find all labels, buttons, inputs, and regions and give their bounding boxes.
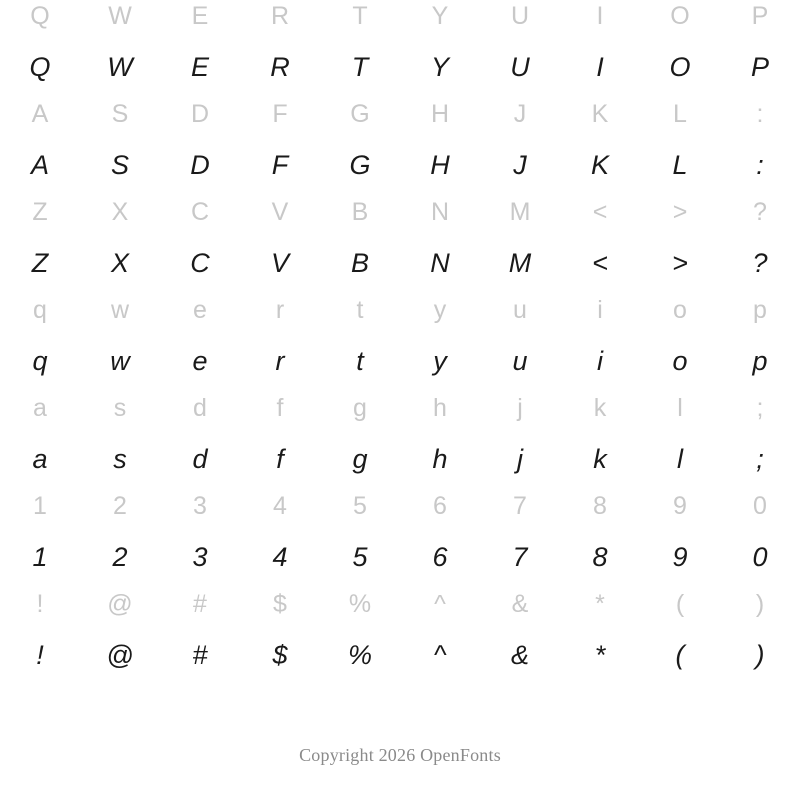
glyph-sample-cell: t (356, 346, 364, 376)
glyph-label-cell: i (597, 296, 603, 324)
glyph-label-cell: % (348, 590, 372, 618)
glyph-label-cell: s (113, 394, 127, 422)
glyph-label-row (0, 200, 800, 250)
glyph-label-cell: G (350, 100, 370, 128)
glyph-label-row (0, 494, 800, 544)
glyph-sample-cell: S (110, 150, 129, 180)
glyph-sample-cell: g (352, 444, 368, 474)
glyph-sample-cell: y (433, 346, 447, 376)
glyph-sample-cell: ! (36, 640, 44, 670)
glyph-label-cell: V (271, 198, 289, 226)
glyph-label-cell: Z (32, 198, 48, 226)
glyph-label-cell: a (33, 394, 47, 422)
glyph-sample-cell: o (672, 346, 688, 376)
glyph-label-cell: I (596, 2, 604, 30)
glyph-label-cell: J (513, 100, 527, 128)
glyph-label-cell: Q (30, 2, 50, 30)
glyph-label-cell: & (511, 590, 529, 618)
glyph-label-cell: D (190, 100, 210, 128)
glyph-label-row (0, 102, 800, 152)
glyph-label-cell: ! (36, 590, 44, 618)
glyph-label-cell: B (351, 198, 369, 226)
glyph-sample-cell: j (517, 444, 523, 474)
glyph-sample-cell: d (192, 444, 208, 474)
glyph-sample-cell: & (510, 640, 529, 670)
glyph-sample-cell: e (192, 346, 208, 376)
glyph-label-cell: ; (756, 394, 764, 422)
glyph-label-cell: 3 (193, 492, 207, 520)
glyph-label-cell: ( (675, 590, 685, 618)
glyph-sample-cell: R (270, 52, 290, 82)
glyph-sample-cell: I (596, 52, 604, 82)
glyph-sample-cell: w (110, 346, 130, 376)
glyph-label-cell: 7 (513, 492, 527, 520)
glyph-sample-cell: W (107, 52, 133, 82)
glyph-label-cell: g (353, 394, 367, 422)
glyph-sample-cell: 0 (752, 542, 768, 572)
glyph-sample-row (0, 152, 800, 200)
glyph-label-cell: k (593, 394, 607, 422)
glyph-label-cell: ) (755, 590, 765, 618)
glyph-label-cell: t (356, 296, 364, 324)
glyph-label-cell: > (672, 198, 688, 226)
glyph-label-cell: K (591, 100, 609, 128)
glyph-label-cell: o (673, 296, 687, 324)
glyph-sample-cell: A (30, 150, 49, 180)
glyph-label-cell: w (110, 296, 130, 324)
glyph-sample-cell: i (597, 346, 603, 376)
glyph-label-row (0, 396, 800, 446)
glyph-label-cell: M (509, 198, 531, 226)
glyph-sample-cell: P (750, 52, 769, 82)
glyph-label-row (0, 4, 800, 54)
glyph-sample-row (0, 250, 800, 298)
glyph-label-cell: 4 (273, 492, 287, 520)
glyph-sample-cell: L (672, 150, 688, 180)
glyph-label-cell: O (670, 2, 690, 30)
glyph-sample-cell: B (350, 248, 369, 278)
glyph-label-cell: # (193, 590, 207, 618)
glyph-sample-cell: D (190, 150, 210, 180)
glyph-label-cell: f (276, 394, 284, 422)
glyph-sample-cell: Y (430, 52, 449, 82)
glyph-label-cell: L (673, 100, 687, 128)
glyph-sample-cell: < (592, 248, 608, 278)
glyph-label-cell: E (191, 2, 209, 30)
glyph-sample-cell: 4 (272, 542, 288, 572)
glyph-sample-row (0, 54, 800, 102)
glyph-sample-cell: @ (106, 640, 134, 670)
glyph-label-cell: 8 (593, 492, 607, 520)
glyph-sample-cell: 8 (592, 542, 608, 572)
glyph-sample-row (0, 544, 800, 592)
glyph-label-cell: W (108, 2, 132, 30)
glyph-sample-cell: T (351, 52, 369, 82)
glyph-sample-cell: r (275, 346, 285, 376)
glyph-sample-cell: X (110, 248, 129, 278)
glyph-label-cell: @ (107, 590, 133, 618)
glyph-label-cell: 9 (673, 492, 687, 520)
glyph-sample-cell: f (276, 444, 284, 474)
glyph-sample-cell: K (590, 150, 609, 180)
glyph-sample-cell: : (756, 150, 764, 180)
glyph-label-cell: T (352, 2, 368, 30)
glyph-sample-cell: 7 (512, 542, 528, 572)
glyph-label-cell: U (510, 2, 530, 30)
glyph-sample-cell: k (593, 444, 607, 474)
glyph-label-cell: 1 (33, 492, 47, 520)
glyph-label-cell: u (513, 296, 527, 324)
glyph-label-cell: ^ (434, 590, 446, 618)
glyph-label-cell: e (193, 296, 207, 324)
glyph-sample-cell: h (432, 444, 448, 474)
glyph-label-cell: Y (431, 2, 449, 30)
glyph-sample-cell: 5 (352, 542, 368, 572)
glyph-sample-cell: u (512, 346, 528, 376)
glyph-label-cell: X (111, 198, 129, 226)
glyph-label-cell: 0 (753, 492, 767, 520)
glyph-label-cell: h (433, 394, 447, 422)
glyph-sample-row (0, 642, 800, 690)
glyph-label-row (0, 592, 800, 642)
glyph-sample-row (0, 348, 800, 396)
glyph-label-cell: j (517, 394, 523, 422)
glyph-label-cell: ? (753, 198, 767, 226)
glyph-label-cell: : (756, 100, 764, 128)
glyph-label-cell: C (190, 198, 210, 226)
glyph-sample-cell: l (677, 444, 683, 474)
glyph-sample-cell: Q (29, 52, 51, 82)
glyph-sample-cell: * (594, 640, 606, 670)
glyph-label-cell: S (111, 100, 129, 128)
glyph-sample-cell: 1 (32, 542, 48, 572)
glyph-sample-cell: Z (31, 248, 49, 278)
glyph-label-cell: * (595, 590, 605, 618)
glyph-sample-cell: a (32, 444, 48, 474)
glyph-sample-cell: F (271, 150, 289, 180)
glyph-sample-cell: 9 (672, 542, 688, 572)
glyph-sample-cell: ) (755, 640, 765, 670)
glyph-label-cell: r (275, 296, 285, 324)
glyph-label-cell: 5 (353, 492, 367, 520)
glyph-label-cell: F (272, 100, 288, 128)
glyph-sample-cell: ( (675, 640, 685, 670)
glyph-label-row (0, 298, 800, 348)
glyph-label-cell: p (753, 296, 767, 324)
glyph-sample-cell: ^ (433, 640, 447, 670)
glyph-label-cell: y (433, 296, 447, 324)
glyph-sample-cell: V (270, 248, 289, 278)
glyph-label-cell: 6 (433, 492, 447, 520)
glyph-sample-cell: ; (756, 444, 764, 474)
glyph-label-cell: R (270, 2, 290, 30)
glyph-sample-cell: 6 (432, 542, 448, 572)
glyph-sample-cell: M (508, 248, 532, 278)
glyph-sample-cell: H (430, 150, 450, 180)
glyph-sample-cell: % (347, 640, 372, 670)
glyph-sample-row (0, 446, 800, 494)
glyph-label-cell: H (430, 100, 450, 128)
glyph-label-cell: l (677, 394, 683, 422)
glyph-sample-cell: p (752, 346, 768, 376)
glyph-sample-cell: U (510, 52, 530, 82)
glyph-sample-cell: N (430, 248, 450, 278)
glyph-label-cell: $ (273, 590, 287, 618)
glyph-label-cell: d (193, 394, 207, 422)
glyph-sample-cell: C (190, 248, 210, 278)
copyright-notice: Copyright 2026 OpenFonts (299, 745, 501, 765)
glyph-sample-cell: 3 (192, 542, 208, 572)
glyph-label-cell: P (751, 2, 769, 30)
glyph-sample-cell: O (669, 52, 691, 82)
glyph-label-cell: < (592, 198, 608, 226)
glyph-label-cell: A (31, 100, 49, 128)
glyph-sample-cell: E (190, 52, 209, 82)
glyph-sample-cell: > (672, 248, 688, 278)
glyph-sample-cell: q (32, 346, 48, 376)
glyph-label-cell: q (33, 296, 47, 324)
glyph-sample-cell: # (192, 640, 208, 670)
glyph-label-cell: N (430, 198, 450, 226)
glyph-sample-cell: G (349, 150, 371, 180)
glyph-sample-cell: J (513, 150, 527, 180)
glyph-sample-cell: $ (272, 640, 288, 670)
glyph-sample-cell: ? (752, 248, 768, 278)
glyph-label-cell: 2 (113, 492, 127, 520)
glyph-sample-cell: 2 (112, 542, 128, 572)
glyph-sample-cell: s (113, 444, 127, 474)
